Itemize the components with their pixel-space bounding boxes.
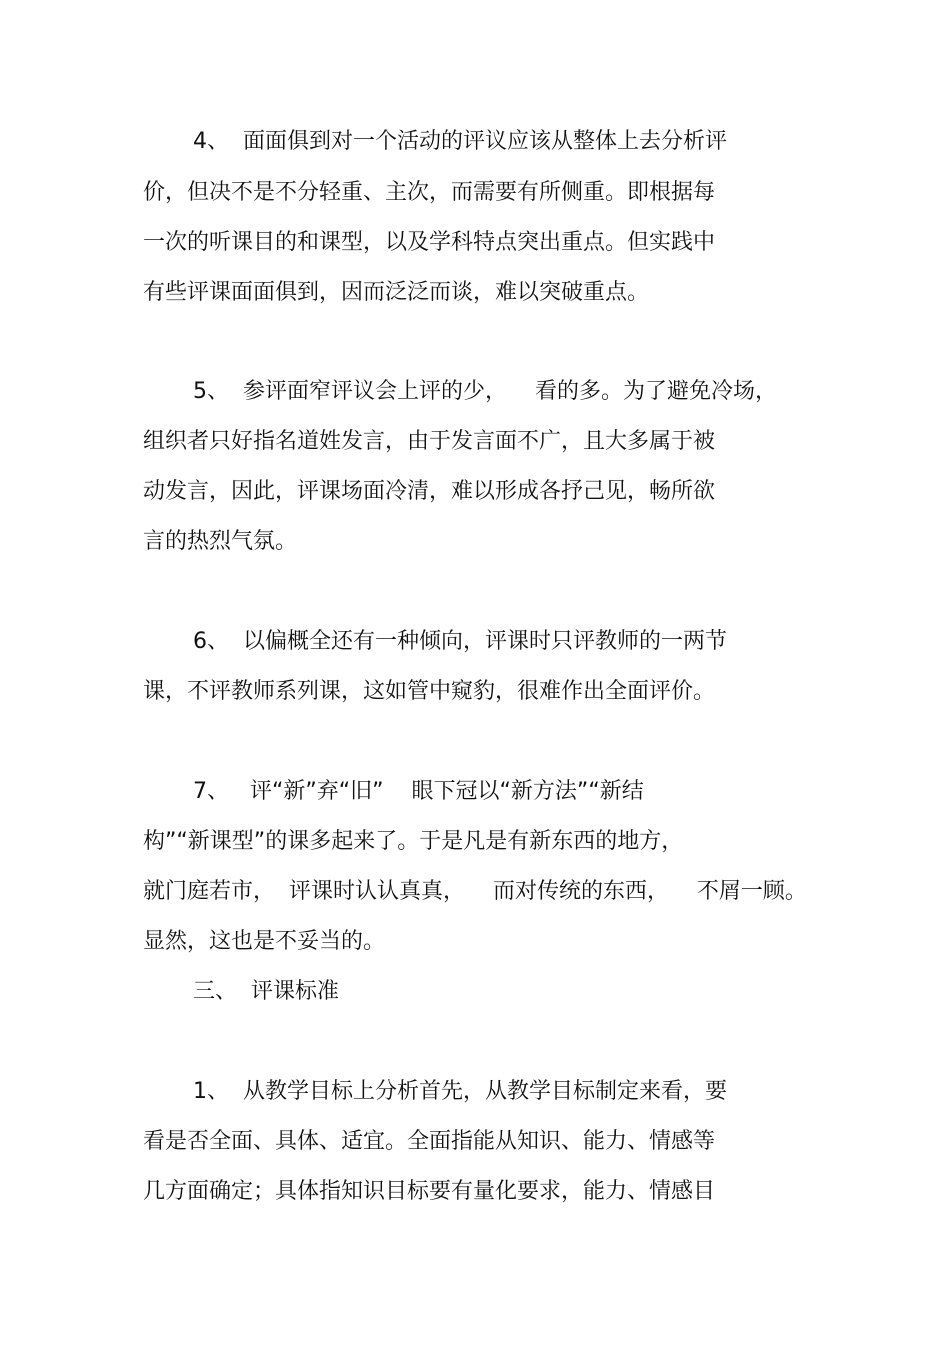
paragraph-6-line-2: 课，不评教师系列课，这如管中窥豹，很难作出全面评价。 bbox=[143, 679, 716, 704]
paragraph-7-line-4: 显然，这也是不妥当的。 bbox=[143, 929, 386, 954]
paragraph-7-line-3: 就门庭若市， 评课时认认真真， 而对传统的东西， 不屑一顾。 bbox=[143, 879, 807, 904]
section-heading: 三、 评课标准 bbox=[193, 979, 339, 1004]
paragraph-5-line-1: 5、 参评面窄评议会上评的少， 看的多。为了避免冷场， bbox=[193, 379, 777, 404]
paragraph-5-line-4: 言的热烈气氛。 bbox=[143, 529, 298, 554]
paragraph-4-line-4: 有些评课面面俱到，因而泛泛而谈，难以突破重点。 bbox=[143, 280, 650, 305]
paragraph-5-line-3: 动发言，因此，评课场面冷清，难以形成各抒己见，畅所欲 bbox=[143, 479, 716, 504]
paragraph-1-line-3: 几方面确定；具体指知识目标要有量化要求，能力、情感目 bbox=[143, 1179, 716, 1204]
paragraph-4-line-3: 一次的听课目的和课型，以及学科特点突出重点。但实践中 bbox=[143, 230, 716, 255]
paragraph-7-line-2: 构”“新课型”的课多起来了。于是凡是有新东西的地方， bbox=[143, 829, 684, 854]
paragraph-1-line-1: 1、 从教学目标上分析首先，从教学目标制定来看，要 bbox=[193, 1079, 727, 1104]
paragraph-4-line-1: 4、 面面俱到对一个活动的评议应该从整体上去分析评 bbox=[193, 129, 727, 154]
paragraph-1-line-2: 看是否全面、具体、适宜。全面指能从知识、能力、情感等 bbox=[143, 1129, 716, 1154]
paragraph-5-line-2: 组织者只好指名道姓发言，由于发言面不广，且大多属于被 bbox=[143, 429, 716, 454]
paragraph-6-line-1: 6、 以偏概全还有一种倾向，评课时只评教师的一两节 bbox=[193, 629, 727, 654]
paragraph-7-line-1: 7、 评“新”弃“旧” 眼下冠以“新方法”“新结 bbox=[193, 779, 644, 804]
paragraph-4-line-2: 价，但决不是不分轻重、主次，而需要有所侧重。即根据每 bbox=[143, 180, 716, 205]
